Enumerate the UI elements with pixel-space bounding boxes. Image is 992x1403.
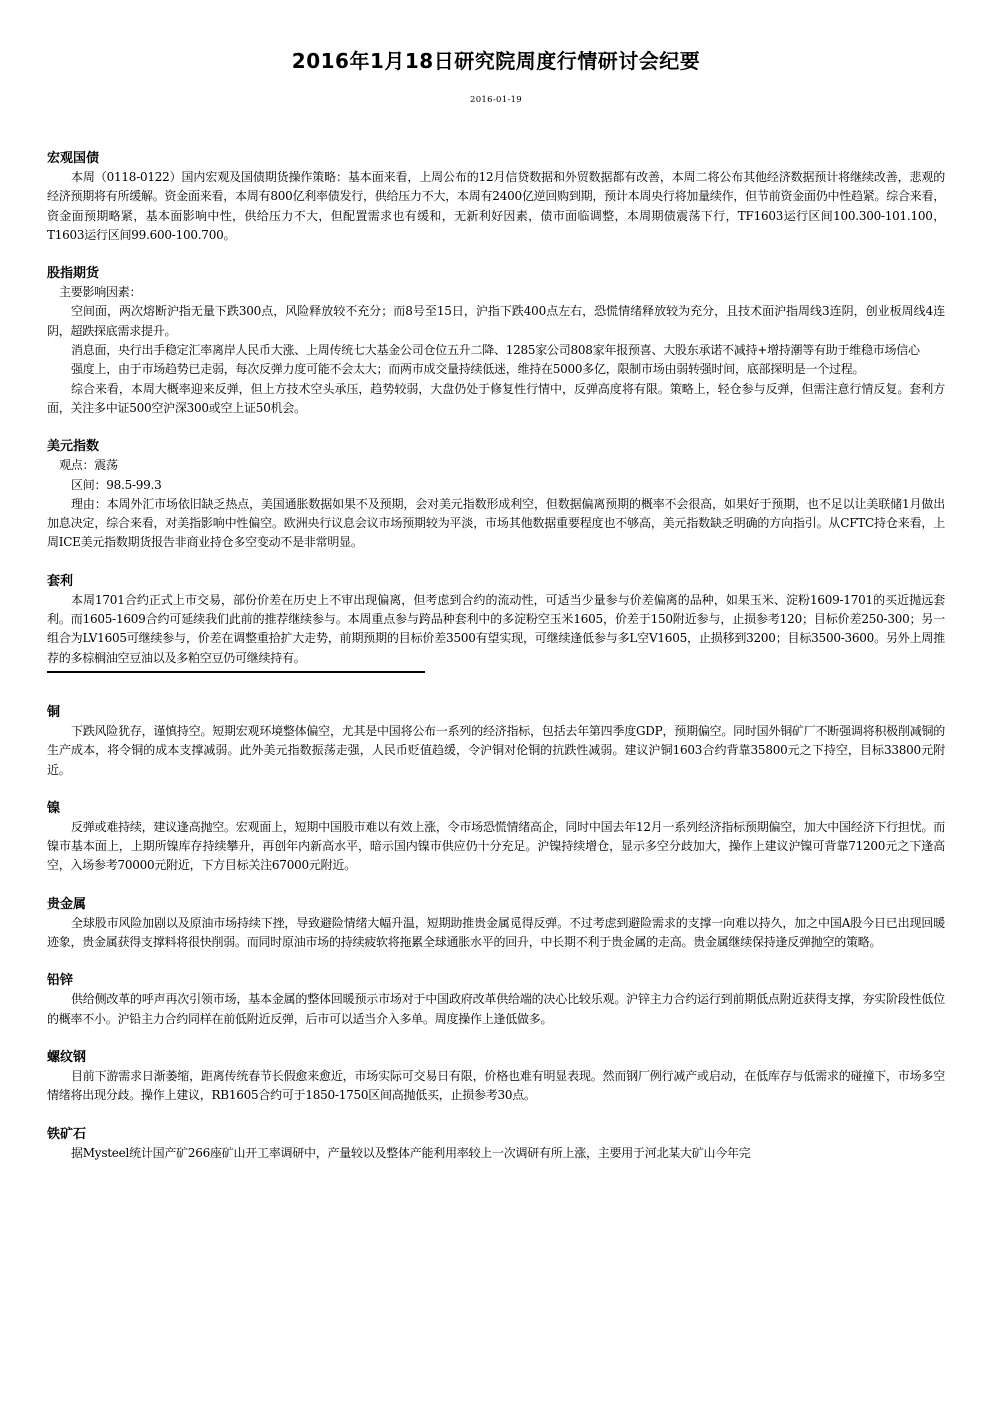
paragraph: 供给侧改革的呼声再次引领市场，基本金属的整体回暖预示市场对于中国政府改革供给端的决心比较乐观。沪锌主力合约运行到前期低点附近获得支撑，夯实阶段性低位的概率不小。沪铅主力合约同样在前低附近反弹，后市可以适当介入多单。周度操作上逢低做多。 — [47, 992, 945, 1026]
section-precious-metals — [47, 895, 945, 953]
paragraph: 本周（0118-0122）国内宏观及国债期货操作策略：基本面来看，上周公布的12月信贷数据和外贸数据都有改善，本周二将公布其他经济数据预计将继续改善，悲观的经济预期将有所缓解。资金面来看，本周有800亿利率债发行，供给压力不大，本周有2400亿逆回购到期，预计本周央行将加量续作，但节前资金面仍中性趋紧。综合来看，资金面预期略紧，基本面影响中性，供给压力不大，但配置需求也有缓和，无新利好因素，债市面临调整，本周期债震荡下行，TF1603运行区间100.300-101.100，T1603运行区间99.600-100.700。 — [47, 170, 945, 242]
paragraph: 观点：震荡 — [59, 458, 118, 473]
paragraph: 据Mysteel统计国产矿266座矿山开工率调研中，产量较以及整体产能利用率较上一次调研有所上涨，主要用于河北某大矿山今年完 — [71, 1145, 751, 1160]
section-heading: 美元指数 — [47, 439, 100, 455]
section-heading: 铜 — [47, 704, 61, 720]
paragraph: 消息面，央行出手稳定汇率离岸人民币大涨、上周传统七大基金公司仓位五升二降、1285家公司808家年报预喜、大股东承诺不减持+增持潮等有助于维稳市场信心 — [71, 343, 920, 358]
paragraph: 反弹或难持续，建议逢高抛空。宏观面上，短期中国股市难以有效上涨，令市场恐慌情绪高企，同时中国去年12月一系列经济指标预期偏空，加大中国经济下行担忧。而镍市基本面上，上期所镍库存持续攀升，再创年内新高水平，暗示国内镍市供应仍十分充足。沪镍持续增仓，显示多空分歧加大，操作上建议沪镍可背靠71200元之下逢高空，入场参考70000元附近，下方目标关注67000元附近。 — [47, 819, 945, 873]
section-heading: 铁矿石 — [47, 1126, 87, 1142]
document-body — [47, 149, 945, 1163]
section-heading: 宏观国债 — [47, 151, 100, 166]
paragraph: 目前下游需求日渐萎缩，距离传统春节长假愈来愈近，市场实际可交易日有限，价格也难有明显表现。然而钢厂例行减产或启动，在低库存与低需求的碰撞下，市场多空情绪将出现分歧。操作上建议，RB1605合约可于1850-1750区间高抛低买，止损参考30点。 — [47, 1068, 945, 1103]
section-nickel — [47, 799, 945, 876]
paragraph: 主要影响因素： — [59, 285, 142, 300]
paragraph: 区间：98.5-99.3 — [71, 477, 162, 492]
section-macro — [47, 149, 945, 245]
section-index-futures — [47, 264, 945, 418]
section-lead-zinc — [47, 971, 945, 1029]
section-heading: 套利 — [47, 573, 74, 589]
section-usd-index — [47, 437, 945, 552]
paragraph: 空间面，两次熔断沪指无量下跌300点，风险释放较不充分；而8号至15日，沪指下跌400点左右，恐慌情绪释放较为充分，且技术面沪指周线3连阴，创业板周线4连阴，超跌探底需求提升。 — [47, 304, 945, 338]
document-title: 2016年1月18日研究院周度行情研讨会纪要 — [291, 49, 701, 73]
paragraph: 下跌风险犹存，谨慎持空。短期宏观环境整体偏空，尤其是中国将公布一系列的经济指标，包括去年第四季度GDP，预期偏空。同时国外铜矿厂不断强调将积极削减铜的生产成本，将令铜的成本支撑减弱。此外美元指数振荡走强，人民币贬值趋缓，令沪铜对伦铜的抗跌性减弱。建议沪铜1603合约背靠35800元之下持空，目标33800元附近。 — [47, 723, 945, 777]
section-heading: 螺纹钢 — [47, 1049, 87, 1065]
paragraph: 理由：本周外汇市场依旧缺乏热点，美国通胀数据如果不及预期，会对美元指数形成利空，但数据偏离预期的概率不会很高，如果好于预期，也不足以让美联储1月做出加息决定，综合来看，对美指影响中性偏空。欧洲央行议息会议市场预期较为平淡，市场其他数据重要程度也不够高，美元指数缺乏明确的方向指引。从CFTC持仓来看，上周ICE美元指数期货报告非商业持仓多空变动不是非常明显。 — [47, 496, 945, 550]
paragraph: 强度上，由于市场趋势已走弱，每次反弹力度可能不会太大；而两市成交量持续低迷，维持在5000多亿，限制市场由弱转强时间，底部探明是一个过程。 — [71, 362, 865, 377]
section-copper — [47, 703, 945, 780]
section-heading: 股指期货 — [47, 266, 100, 282]
section-heading: 贵金属 — [47, 896, 87, 912]
section-rebar — [47, 1048, 945, 1106]
section-arbitrage — [47, 572, 945, 668]
paragraph: 本周1701合约正式上市交易，部份价差在历史上不审出现偏离，但考虑到合约的流动性，可适当少量参与价差偏离的品种，如果玉米、淀粉1609-1701的买近抛远套利。而1605-1609合约可延续我们此前的推荐继续参与。本周重点参与跨品种套利中的多淀粉空玉米1605，价差于150附近参与，止损参考120；目标价差250-300；另一组合为LV1605可继续参与，价差在调整重拾扩大走势，前期预期的目标价差3500有望实现，可继续逢低参与多L空V1605，止损移到3200；目标3500-3600。另外上周推荐的多棕榈油空豆油以及多粕空豆仍可继续持有。 — [47, 592, 945, 665]
section-heading: 铅锌 — [47, 973, 74, 989]
paragraph: 全球股市风险加剧以及原油市场持续下挫，导致避险情绪大幅升温，短期助推贵金属觅得反弹。不过考虑到避险需求的支撑一向难以持久，加之中国A股今日已出现回暖迹象，贵金属获得支撑料将很快削弱。而同时原油市场的持续疲软将拖累全球通胀水平的回升，中长期不利于贵金属的走高。贵金属继续保持逢反弹抛空的策略。 — [47, 915, 945, 950]
section-iron-ore — [47, 1125, 945, 1163]
document-date: 2016-01-19 — [469, 95, 522, 105]
horizontal-rule — [47, 671, 425, 673]
paragraph: 综合来看，本周大概率迎来反弹，但上方技术空头承压，趋势较弱，大盘仍处于修复性行情中，反弹高度将有限。策略上，轻仓参与反弹，但需注意行情反复。套利方面，关注多中证500空沪深300或空上证50机会。 — [47, 381, 945, 415]
section-heading: 镍 — [47, 800, 61, 816]
